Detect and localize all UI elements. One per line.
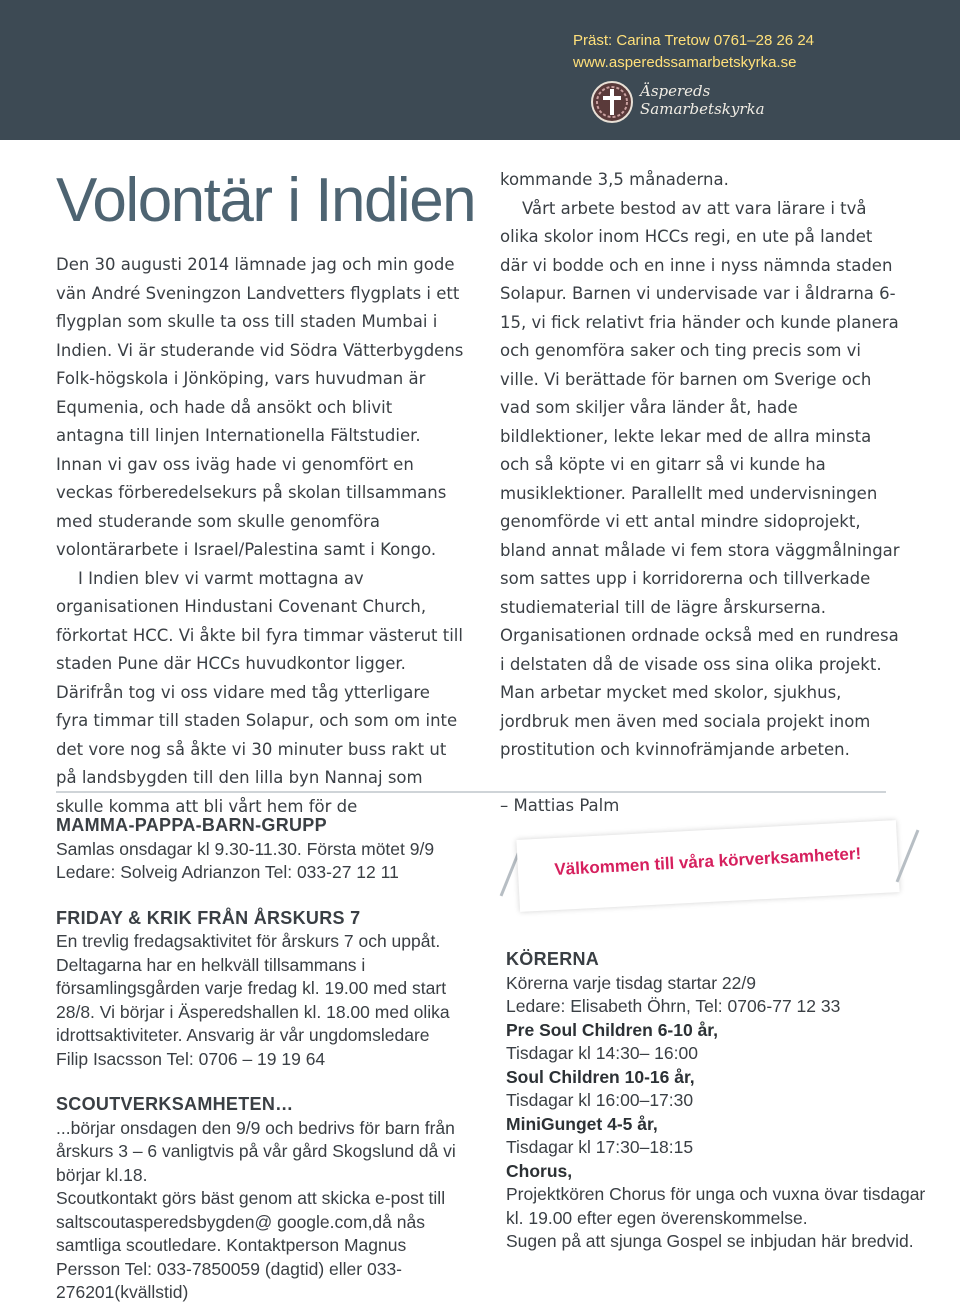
cross-in-wreath-icon [590,80,634,124]
article-column-left [56,251,464,821]
banner-text: Välkommen till våra körverksamheter! [553,843,862,880]
scout-heading: SCOUTVERKSAMHETEN… [56,1094,294,1114]
logo-line-1: Äspereds [640,82,711,100]
contact-info [573,30,814,74]
choir-group-time: Tisdagar kl 14:30– 16:00 [506,1043,698,1063]
page-header [0,0,960,140]
article-signature: – Mattias Palm [500,795,620,815]
choir-group-name: MiniGunget 4-5 år, [506,1113,658,1134]
choir-group-time: Tisdagar kl 16:00–17:30 [506,1090,694,1110]
section-divider [56,791,886,793]
choir-group-name: Chorus, [506,1160,573,1181]
article-paragraph-3: kommande 3,5 månaderna. [500,170,729,189]
scout-text-1: ...börjar onsdagen den 9/9 och bedrivs för barn från årskurs 3 – 6 vanligtvis på vår gård Skogslund då vi börjar kl.18. [56,1117,456,1185]
choir-group-name: Pre Soul Children 6-10 år, [506,1019,719,1040]
choir-outro: Sugen på att sjunga Gospel se inbjudan här bredvid. [506,1231,914,1251]
article-paragraph-2: I Indien blev vi varmt mottagna av organisationen Hindustani Covenant Church, förkortat HCC. Vi åkte bil fyra timmar västerut till staden Pune där HCCs huvudkontor ligger. Därifrån tog vi oss vidare med tåg ytterligare fyra timmar till staden Solapur, och som om inte det vore nog så åkte vi 30 minuter buss rakt ut på landsbygden till den lilla byn Nannaj som skulle komma att bli vårt hem för de [56,568,463,816]
activities-column [56,814,456,1305]
mamma-line-2: Ledare: Solveig Adrianzon Tel: 033-27 12 11 [56,862,399,882]
article-column-right [500,166,900,820]
article-title: Volontär i Indien [56,166,476,235]
choir-intro-2: Ledare: Elisabeth Öhrn, Tel: 0706-77 12 33 [506,996,841,1016]
website-link[interactable]: www.asperedssamarbetskyrka.se [573,54,797,71]
tape-right [896,829,920,882]
choir-group-time: Tisdagar kl 17:30–18:15 [506,1137,694,1157]
mamma-heading: MAMMA-PAPPA-BARN-GRUPP [56,815,327,835]
welcome-banner [498,820,928,920]
choir-group-time: Projektkören Chorus för unga och vuxna övar tisdagar kl. 19.00 efter egen överenskommelse. [506,1184,926,1228]
choir-column [506,948,936,1254]
friday-text: En trevlig fredagsaktivitet för årskurs 7 och uppåt. Deltagarna har en helkväll tillsammans i församlingsgården varje fredag kl. 19.00 med start 28/8. Vi börjar i Äsperedshallen kl. 18.00 med olika idrottsaktiviteter. Ansvarig är vår ungdomsledare Filip Isacsson Tel: 0706 – 19 19 64 [56,931,450,1069]
choir-group-name: Soul Children 10-16 år, [506,1066,695,1087]
choir-intro-1: Körerna varje tisdag startar 22/9 [506,972,756,993]
choir-heading: KÖRERNA [506,949,600,969]
pastor-contact: Präst: Carina Tretow 0761–28 26 24 [573,32,814,49]
article-paragraph-4: Vårt arbete bestod av att vara lärare i två olika skolor inom HCCs regi, en ute på landet där vi bodde och en inne i nyss nämnda staden Solapur. Barnen vi undervisade var i åldrarna 6-15, vi fick relativt fria händer och kunde planera och genomföra saker och ting precis som vi ville. Vi berättade för barnen om Sverige och vad som skiljer våra länder åt, hade bildlektioner, lekte lekar med de allra minsta och så köpte vi en gitarr så vi kunde ha musiklektioner. Parallellt med undervisningen genomförde vi ett antal mindre sidoprojekt, bland annat målade vi fem stora väggmålningar som sattes upp i korridorerna och tillverkade studiematerial till de lägre årskurserna. Organisationen ordnade också med en rundresa i delstaten då de visade oss sina olika projekt. Man arbetar mycket med skolor, sjukhus, jordbruk men även med sociala projekt inom prostitution och kvinnofrämjande arbeten. [500,198,900,759]
scout-text-2: Scoutkontakt görs bäst genom att skicka e-post till saltscoutasperedsbygden@ google.com,då nås samtliga scoutledare. Kontaktperson Magnus Persson Tel: 033-7850059 (dagtid) eller 033-276201(kvällstid) [56,1188,446,1302]
article-paragraph-1: Den 30 augusti 2014 lämnade jag och min gode vän André Sveningzon Landvetters flygplats i ett flygplan som skulle ta oss till staden Mumbai i Indien. Vi är studerande vid Södra Vätterbygdens Folk-högskola i Jönköping, vars huvudman är Equmenia, och hade då ansökt och blivit antagna till linjen Internationella Fältstudier. Innan vi gav oss iväg hade vi genomfört en veckas förberedelsekurs på skolan tillsammans med studerande som skulle genomföra volontärarbete i Israel/Palestina samt i Kongo. [56,255,464,559]
logo-line-2: Samarbetskyrka [640,100,765,118]
logo-wordmark [640,82,765,118]
church-logo [590,80,765,130]
friday-heading: FRIDAY & KRIK FRÅN ÅRSKURS 7 [56,907,361,928]
banner-card [516,820,899,912]
mamma-line-1: Samlas onsdagar kl 9.30-11.30. Första mötet 9/9 [56,838,435,859]
